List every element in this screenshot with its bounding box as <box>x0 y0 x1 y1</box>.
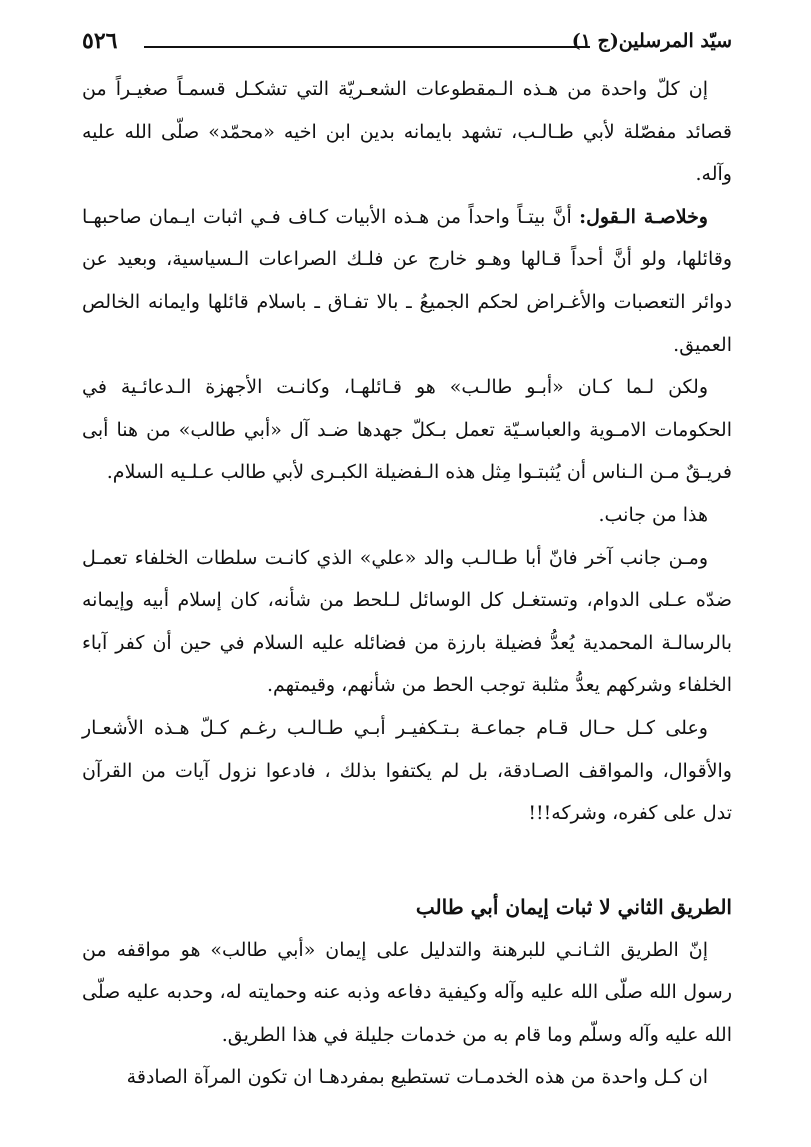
paragraph: وعلى كـل حـال قـام جماعـة بـتـكفيـر أبـي طـالـب رغـم كـلّ هـذه الأشعـار والأقوال، والمواقف الصـادقة، بل لم يكتفوا بذلك ، فادعوا نزول آيات من القرآن تدل على كفره، وشركه!!! <box>82 716 732 825</box>
paragraph: هذا من جانب. <box>598 503 708 526</box>
paragraph-text: أنَّ بيتـاً واحداً من هـذه الأبيات كـاف فـي اثبات ايـمان صاحبهـا وقائلها، ولو أنَّ أحداً قـالها وهـو خارج عن فلـك الصراعات الـسياسية، وبعيد عن دوائر التعصبات والأغـراض لحكم الجميعُ ـ بالا تفـاق ـ باسلام قائلها وايمانه الخالص العميق. <box>82 205 732 356</box>
header-rule <box>144 46 590 48</box>
book-title: سيّد المرسلين(ج ١) <box>571 30 732 52</box>
paragraph: ومـن جانب آخر فانّ أبا طـالـب والد «علي» الذي كانـت سلطات الخلفاء تعمـل ضدّه عـلى الدوام، وتستغـل كل الوسائل لـلحط من شأنه، كان إسلام أبيه وإيمانه بالرسالـة المحمدية يُعدُّ فضيلة بارزة من فضائله عليه السلام في حين أن كفر آباء الخلفاء وشركهم يعدُّ مثلبة توجب الحط من شأنهم، وقيمتهم. <box>82 546 732 697</box>
section-heading: الطريق الثاني لا ثبات إيمان أبي طالب <box>415 894 732 919</box>
paragraph-lead: وخلاصـة الـقول: <box>579 205 708 228</box>
paragraph: إنّ الطريق الثـانـي للبرهنة والتدليل على إيمان «أبي طالب» هو مواقفه من رسول الله صلّى الله عليه وآله وكيفية دفاعه وذبه عنه وحمايته له، وحدبه عليه صلّى الله عليه وآله وسلّم وما قام به من خدمات جليلة في هذا الطريق. <box>82 938 732 1046</box>
paragraph <box>82 196 732 366</box>
book-page <box>82 28 732 1099</box>
paragraph: ولكن لـما كـان «أبـو طالـب» هو قـائلهـا، وكانـت الأجهزة الـدعائـية في الحكومات الامـوية والعباسـيّة تعمل بـكلّ جهدها ضـد آل «أبي طالب» من هنا أبى فريـقٌ مـن الـناس أن يُثبتـوا مِثل هذه الـفضيلة الكبـرى لأبي طالب عـلـيه السلام. <box>82 376 732 484</box>
body-text <box>82 68 732 1099</box>
running-header <box>82 28 732 58</box>
page-number: ٥٢٦ <box>82 28 118 54</box>
paragraph: ان كـل واحدة من هذه الخدمـات تستطيع بمفردهـا ان تكون المرآة الصادقة <box>126 1066 708 1089</box>
paragraph: إن كلّ واحدة من هـذه الـمقطوعات الشعـريّة التي تشكـل قسمـاً صغيـراً من قصائد مفصّلة لأبي طـالـب، تشهد بايمانه بدين ابن اخيه «محمّد» صلّى الله عليه وآله. <box>82 78 732 186</box>
